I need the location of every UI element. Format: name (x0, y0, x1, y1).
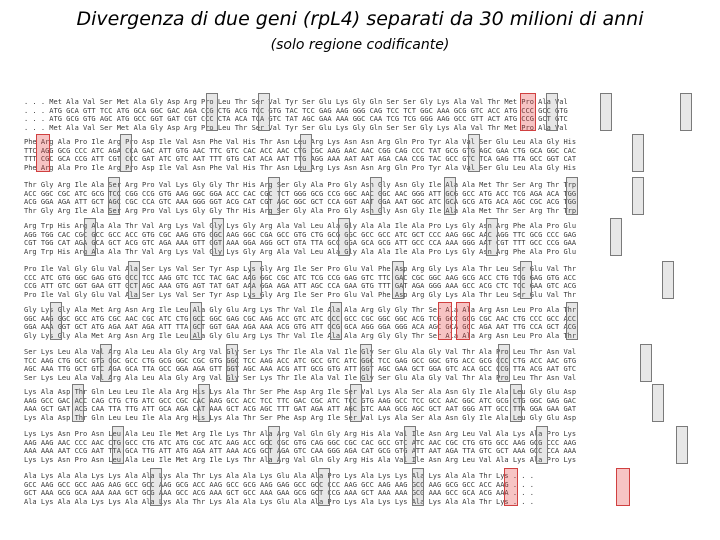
amino-acid-row: . . . Met Ala Val Ser Met Ala Gly Asp Arg Pro Leu Thr Ser Val Tyr Ser Glu Lys Gly Gln Ser Ser Gly Lys Ala Val Thr Met Pro Ala Val (24, 123, 568, 132)
amino-acid-row: Ser Lys Leu Ala Val Arg Ala Leu Ala Gly Arg Val Gly Ser Lys Thr Ile Ala Val Ile Gly Ser Glu Ala Gly Val Thr Ala Pro Leu Thr Asn Val (24, 373, 577, 382)
amino-acid-row: Thr Gly Arg Ile Ala Ser Arg Pro Val Lys Gly Gly Thr His Arg Ser Gly Ala Pro Gly Asn Gly Asn Gly Ile Ala Ala Met Thr Ser Arg Thr Trp (24, 206, 577, 215)
nonsynonymous-substitution-box (520, 93, 536, 131)
substitution-box (392, 261, 404, 299)
substitution-box (268, 177, 280, 215)
nonsynonymous-substitution-box (456, 302, 470, 340)
substitution-box (100, 344, 112, 382)
substitution-box (330, 302, 342, 340)
substitution-box (72, 384, 84, 422)
codon-row: ACC GGC CGC ATC GCG TCC CGG CCG GTG AAG GGC GGA ACC CAC CGC TCT GGG GCG CCG GGC AAC GGC AAC GGG ATT GCG GCC ATG ACC TCG AGA ACA TGG (24, 189, 577, 198)
substitution-box (610, 218, 622, 256)
codon-row: AAA AAA AAT CCG AAT TTA GCA TTG ATT ATG AGA ATT AAA ACG GCT AGA GTC CAA GGG AGA CAT GCG GTG ATT AAT AGA TTA GTC GCT AAA GCC CCA AAA (24, 447, 577, 455)
amino-acid-row: Gly Lys Gly Ala Met Arg Asn Arg Ile Leu Ala Gly Glu Arg Lys Thr Val Ile Ala Ala Arg Gly Gly Thr Ser Ala Ala Arg Asn Leu Pro Ala Thr (24, 306, 577, 314)
codon-row: GCT AAA GCG GCA AAA AAA GCT GCG AAA GCC ACG AAA GCT GCC AAA GAA GCG GCT CCG AAA GCT AAA AAA GCG AAA GCC GCA ACG AAA . . . (24, 489, 534, 497)
amino-acid-row: Thr Gly Arg Ile Ala Ser Arg Pro Val Lys Gly Gly Thr His Arg Ser Gly Ala Pro Gly Asn Gly Asn Gly Ile Ala Ala Met Thr Ser Arg Thr Trp (24, 181, 577, 189)
substitution-box (600, 93, 612, 131)
nonsynonymous-substitution-box (36, 134, 50, 172)
substitution-box (632, 177, 644, 215)
amino-acid-row: Pro Ile Val Gly Glu Val Ala Ser Lys Val Ser Tyr Asp Lys Gly Arg Ile Ser Pro Glu Val Phe Asp Arg Gly Lys Ala Thr Leu Ser Glu Val Thr (24, 290, 577, 299)
substitution-box (84, 218, 96, 256)
amino-acid-row: Ser Lys Leu Ala Val Arg Ala Leu Ala Gly Arg Val Gly Ser Lys Thr Ile Ala Val Ile Gly Ser Glu Ala Gly Val Thr Ala Pro Leu Thr Asn Val (24, 348, 577, 356)
substitution-box (546, 93, 558, 131)
substitution-box (112, 426, 124, 464)
amino-acid-row: Arg Trp His Arg Ala Ala Thr Val Arg Lys Val Gly Lys Gly Arg Ala Val Leu Ala Gly Ala Ala Ile Ala Pro Lys Gly Asn Arg Phe Ala Pro Glu (24, 247, 577, 256)
substitution-box (226, 344, 238, 382)
amino-acid-row: Gly Lys Gly Ala Met Arg Asn Arg Ile Leu Ala Gly Glu Arg Lys Thr Val Ile Ala Ala Arg Gly Gly Thr Ser Ala Ala Arg Asn Leu Pro Ala Thr (24, 331, 577, 340)
codon-row: GGA AAA GGT GCT ATG AGA AAT AGA ATT TTA GCT GGT GAA AGA AAA ACG GTG ATT GCG GCA AGG GGA GGG ACA AGC GCA GCC AGA AAT TTG CCA GCT ACG (24, 323, 577, 331)
codon-row: AGG TGG CAC CGC GCC GCC ACC GTG CGC AAG GTG GGC AAG GGC CGA GCC GTG CTG GCG GGC GCC GCC ATC GCT CCC AAG GGC AAC AGG TTC GCG CCC GAG (24, 230, 577, 239)
substitution-box (536, 426, 548, 464)
amino-acid-row: Phe Arg Ala Pro Ile Arg Pro Asp Ile Val Asn Phe Val His Thr Asn Leu Arg Lys Asn Asn Arg Gln Pro Tyr Ala Val Ser Glu Leu Ala Gly His (24, 138, 577, 146)
substitution-box (468, 134, 480, 172)
slide-title: Divergenza di due geni (rpL4) separati da 30 milioni di anni (76, 8, 644, 30)
amino-acid-row: Ala Lys Ala Ala Lys Lys Ala Ala Lys Ala Thr Lys Ala Ala Lys Glu Ala Ala Pro Lys Ala Lys Lys Ala Lys Ala Ala Thr Lys . . . (24, 472, 534, 480)
substitution-box (444, 177, 456, 215)
substitution-box (566, 177, 578, 215)
amino-acid-row: Lys Ala Asp Thr Gln Leu Leu Ile Ala Arg His Lys Ala Thr Ser Phe Asp Arg Ile Ser Val Lys Ala Ser Ala Asn Gly Ile Ala Leu Gly Glu Asp (24, 388, 577, 396)
substitution-box (566, 302, 578, 340)
substitution-box (258, 93, 270, 131)
substitution-box (510, 384, 522, 422)
substitution-box (676, 426, 688, 464)
amino-acid-row: Ala Lys Ala Ala Lys Lys Ala Ala Lys Ala Thr Lys Ala Ala Lys Glu Ala Ala Pro Lys Ala Lys Lys Ala Lys Ala Ala Thr Lys . . . (24, 497, 534, 506)
substitution-box (520, 261, 532, 299)
substitution-box (318, 468, 330, 506)
codon-row: . . . ATG GCA GTT TCC ATG GCA GGC GAC AGA CCG CTG ACG TCC GTG TAC TCC GAG AAG GGG CAG TCC TCT GGC AAA GCG GTC ACC ATG CCC GCC GTG (24, 106, 568, 115)
substitution-box (370, 177, 382, 215)
substitution-box (640, 344, 652, 382)
codon-row: GGC AAG GGC GCC ATG CGC AAC CGC ATC CTG GCC GGC GAG CGC AAG ACC GTC ATC GCC GCC CGC GGC GGC ACG TCG GCC GCG CGC AAC CTG CCC GCC ACC (24, 314, 577, 323)
substitution-box (120, 134, 132, 172)
codon-row: TTC AGG GCG CCC ATC AGA CCA GAC ATT GTG AAC TTC GTC CAC ACC AAC CTG CGC AAG AAC AAC CGG CAG CCC TAT GCG GTG AGC GAA CTG GCA GGC CAC (24, 146, 577, 155)
substitution-box (212, 218, 224, 256)
substitution-box (128, 261, 140, 299)
substitution-box (338, 218, 350, 256)
substitution-box (150, 468, 162, 506)
substitution-box (250, 261, 262, 299)
substitution-box (412, 468, 424, 506)
nonsynonymous-substitution-box (504, 468, 518, 506)
substitution-box (350, 384, 362, 422)
codon-row: TCC AAG CTG GCC GTG CGC GCC CTG GCG GGC CGC GTG GGC TCC AAG ACC ATC GCC GTC ATC GGC TCC GAG GCC GGC GTG ACC GCG CCC CTG ACC AAC GTG (24, 356, 577, 365)
substitution-box (360, 344, 372, 382)
amino-acid-row: Lys Lys Asn Pro Asn Leu Ala Leu Ile Met Arg Ile Lys Thr Ala Arg Val Gln Gly Arg His Ala Val Ile Asn Arg Leu Val Ala Lys Ala Pro Lys (24, 455, 577, 464)
codon-row: AAG AAG AAC CCC AAC CTG GCC CTG ATC ATG CGC ATC AAG ACC GCC CGC GTG CAG GGC CGC CAC GCC GTC ATC AAC CGC CTG GTG GCC AAG GCG CCC AAG (24, 438, 577, 447)
codon-row: AAA GCT GAT ACG CAA TTA TTG ATT GCA AGA CAT AAA GCT ACG AGC TTT GAT AGA ATT AGC GTC AAA GCG AGC GCT AAT GGG ATT GCC TTA GGA GAA GAT (24, 405, 577, 413)
codon-row: ACG GGA AGA ATT GCT AGC CGC CCA GTC AAA GGG GGT ACG CAT CGT AGC GGC GCT CCA GGT AAT GGA AAT GGC ATC GCA GCG ATG ACA AGC CGC ACG TGG (24, 198, 577, 206)
substitution-box (108, 177, 120, 215)
codon-row: CCG ATT GTC GGT GAA GTT GCT AGC AAA GTG AGT TAT GAT AAA GGA AGA ATT AGC CCA GAA GTG TTT GAT AGA GGG AAA GCC ACG CTC TCC GAA GTC ACG (24, 282, 577, 290)
amino-acid-row: Lys Lys Asn Pro Asn Leu Ala Leu Ile Met Arg Ile Lys Thr Ala Arg Val Gln Gly Arg His Ala Val Ile Asn Arg Leu Val Ala Lys Ala Pro Lys (24, 430, 577, 438)
substitution-box (300, 134, 312, 172)
codon-row: . . . ATG GCG GTG AGC ATG GCC GGT GAT CGT CCC CTA ACA TCA GTC TAT AGC GAA AAA GGC CAA TCG TCG GGG AAG GCC GTT ACT ATG CCG GCT GTC (24, 115, 568, 123)
amino-acid-row: Pro Ile Val Gly Glu Val Ala Ser Lys Val Ser Tyr Asp Lys Gly Arg Ile Ser Pro Glu Val Phe Asp Arg Gly Lys Ala Thr Leu Ser Glu Val Thr (24, 265, 577, 273)
nonsynonymous-substitution-box (616, 468, 630, 506)
amino-acid-row: Phe Arg Ala Pro Ile Arg Pro Asp Ile Val Asn Phe Val His Thr Asn Leu Arg Lys Asn Asn Arg Gln Pro Tyr Ala Val Ser Glu Leu Ala Gly His (24, 163, 577, 172)
codon-row: AAG GCC GAC ACC CAG CTG CTG ATC GCC CGC CAC AAG GCC ACC TCC TTC GAC CGC ATC TCC GTG AAG GCC TCC GCC AAC GGC ATC GCG CTG GGC GAG GAC (24, 396, 577, 405)
amino-acid-row: . . . Met Ala Val Ser Met Ala Gly Asp Arg Pro Leu Thr Ser Val Tyr Ser Glu Lys Gly Gln Ser Ser Gly Lys Ala Val Thr Met Pro Ala Val (24, 98, 568, 106)
substitution-box (206, 93, 218, 131)
substitution-box (50, 302, 62, 340)
substitution-box (498, 344, 510, 382)
substitution-box (404, 426, 416, 464)
nonsynonymous-substitution-box (438, 302, 452, 340)
substitution-box (486, 218, 498, 256)
codon-row: GCC AAG GCC GCC AAG AAG GCC GCC AAG GCG ACC AAG GCC GCG AAG GAG GCC GCC CCC AAG GCC AAG AAG GCC AAG GCG GCC ACC AAG . . . (24, 480, 534, 489)
substitution-box (190, 302, 202, 340)
codon-row: TTT CGC GCA CCG ATT CGT CCC GAT ATC GTC AAT TTT GTG CAT ACA AAT TTG AGG AAA AAT AAT AGA CAA CCG TAC GCC GTC TCA GAG TTA GCC GGT CAT (24, 155, 577, 163)
codon-row: AGC AAA TTG GCT GTC AGA GCA TTA GCC GGA AGA GTT GGT AGC AAA ACG ATT GCG GTG ATT GGT AGC GAA GCT GGA GTC ACA GCC CCG TTA ACG AAT GTC (24, 365, 577, 373)
slide-subtitle: (solo regione codificante) (270, 37, 450, 53)
amino-acid-row: Arg Trp His Arg Ala Ala Thr Val Arg Lys Val Gly Lys Gly Arg Ala Val Leu Ala Gly Ala Ala Ile Ala Pro Lys Gly Asn Arg Phe Ala Pro Glu (24, 222, 577, 230)
substitution-box (662, 261, 674, 299)
substitution-box (198, 384, 210, 422)
substitution-box (652, 384, 664, 422)
substitution-box (632, 134, 644, 172)
codon-row: CCC ATC GTG GGC GAG GTG GCC TCC AAG GTC TCC TAC GAC AAG GGC CGC ATC TCG CCG GAG GTC TTC GAC CGC GGC AAG GCG ACC CTG TCG GAG GTG ACC (24, 273, 577, 282)
amino-acid-row: Lys Ala Asp Thr Gln Leu Leu Ile Ala Arg His Lys Ala Thr Ser Phe Asp Arg Ile Ser Val Lys Ala Ser Ala Asn Gly Ile Ala Leu Gly Glu Asp (24, 413, 577, 422)
substitution-box (680, 93, 692, 131)
substitution-box (268, 426, 280, 464)
codon-row: CGT TGG CAT AGA GCA GCT ACG GTC AGA AAA GTT GGT AAA GGA AGG GCT GTA TTA GCC GGA GCA GCG ATT GCC CCA AAA GGG AAT CGT TTT GCC CCG GAA (24, 239, 577, 247)
